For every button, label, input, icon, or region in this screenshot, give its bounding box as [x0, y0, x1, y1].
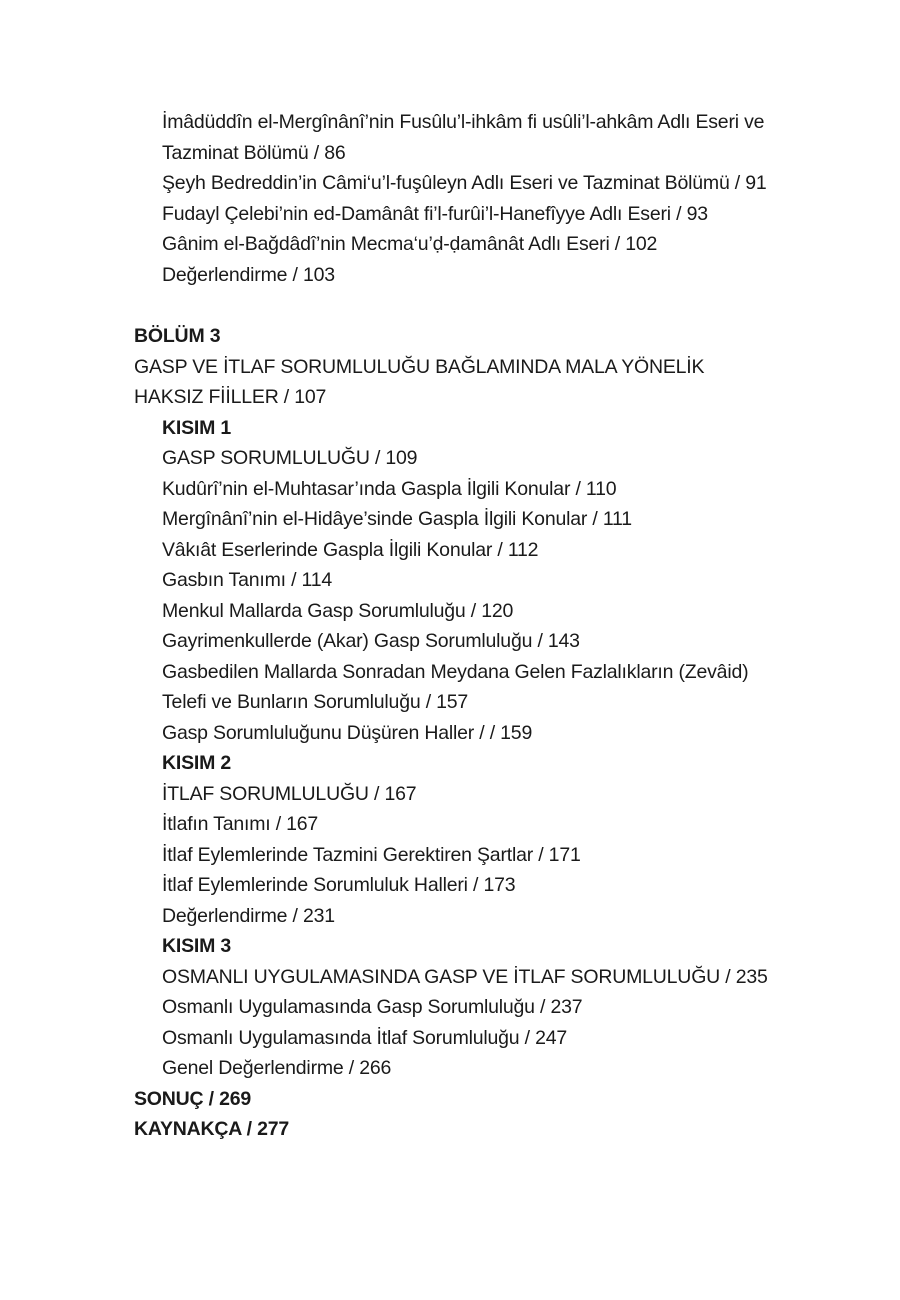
toc-entry: İtlaf Eylemlerinde Sorumluluk Halleri / 173 — [162, 874, 516, 896]
toc-entry: İtlaf Eylemlerinde Tazmini Gerektiren Şartlar / 171 — [162, 843, 581, 866]
toc-entry: Gânim el-Bağdâdî’nin Mecma‘u’ḍ-ḍamânât Adlı Eseri / 102 — [162, 233, 658, 255]
part-heading: KISIM 1 — [162, 416, 232, 439]
section-spacer — [0, 290, 900, 321]
toc-entry: Şeyh Bedreddin’in Câmi‘u’l-fuşûleyn Adlı Eseri ve Tazminat Bölümü / 91 — [162, 172, 767, 194]
toc-entry: İTLAF SORUMLULUĞU / 167 — [162, 782, 417, 805]
chapter-heading: BÖLÜM 3 — [134, 325, 221, 347]
toc-entry: Değerlendirme / 231 — [162, 904, 335, 927]
toc-entry: İtlafın Tanımı / 167 — [162, 813, 319, 835]
toc-entry: Telefi ve Bunların Sorumluluğu / 157 — [162, 691, 469, 713]
chapter-title: GASP VE İTLAF SORUMLULUĞU BAĞLAMINDA MALA YÖNELİK — [134, 355, 705, 378]
toc-entry: GASP SORUMLULUĞU / 109 — [162, 447, 418, 469]
chapter-title: HAKSIZ FİİLLER / 107 — [134, 386, 327, 408]
toc-entry: Osmanlı Uygulamasında Gasp Sorumluluğu / 237 — [162, 996, 583, 1018]
bibliography-entry: KAYNAKÇA / 277 — [134, 1118, 290, 1140]
part-heading: KISIM 2 — [162, 752, 232, 774]
toc-entry: Kudûrî’nin el-Muhtasar’ında Gaspla İlgili Konular / 110 — [162, 477, 617, 500]
part-heading: KISIM 3 — [162, 935, 232, 957]
toc-entry: Gasbedilen Mallarda Sonradan Meydana Gelen Fazlalıkların (Zevâid) — [162, 660, 749, 683]
toc-entry: Fudayl Çelebi’nin ed-Damânât fi’l-furûi’l-Hanefîyye Adlı Eseri / 93 — [162, 202, 708, 225]
toc-entry: Vâkıât Eserlerinde Gaspla İlgili Konular / 112 — [162, 538, 539, 561]
conclusion-entry: SONUÇ / 269 — [134, 1087, 252, 1110]
toc-entry: Gasp Sorumluluğunu Düşüren Haller / / 159 — [162, 721, 533, 744]
toc-entry: Tazminat Bölümü / 86 — [162, 141, 346, 164]
toc-entry: Gasbın Tanımı / 114 — [162, 569, 332, 591]
toc-entry: İmâdüddîn el-Mergînânî’nin Fusûlu’l-ihkâm fi usûli’l-ahkâm Adlı Eseri ve — [162, 111, 765, 133]
toc-entry: Osmanlı Uygulamasında İtlaf Sorumluluğu / 247 — [162, 1026, 568, 1049]
toc-entry: Menkul Mallarda Gasp Sorumluluğu / 120 — [162, 599, 514, 622]
toc-entry: OSMANLI UYGULAMASINDA GASP VE İTLAF SORUMLULUĞU / 235 — [162, 965, 768, 988]
toc-entry: Değerlendirme / 103 — [162, 263, 335, 286]
toc-entry: Genel Değerlendirme / 266 — [162, 1057, 392, 1079]
toc-entry: Gayrimenkullerde (Akar) Gasp Sorumluluğu / 143 — [162, 630, 580, 652]
toc-entry: Mergînânî’nin el-Hidâye’sinde Gaspla İlgili Konular / 111 — [162, 508, 632, 530]
table-of-contents — [0, 107, 900, 1145]
